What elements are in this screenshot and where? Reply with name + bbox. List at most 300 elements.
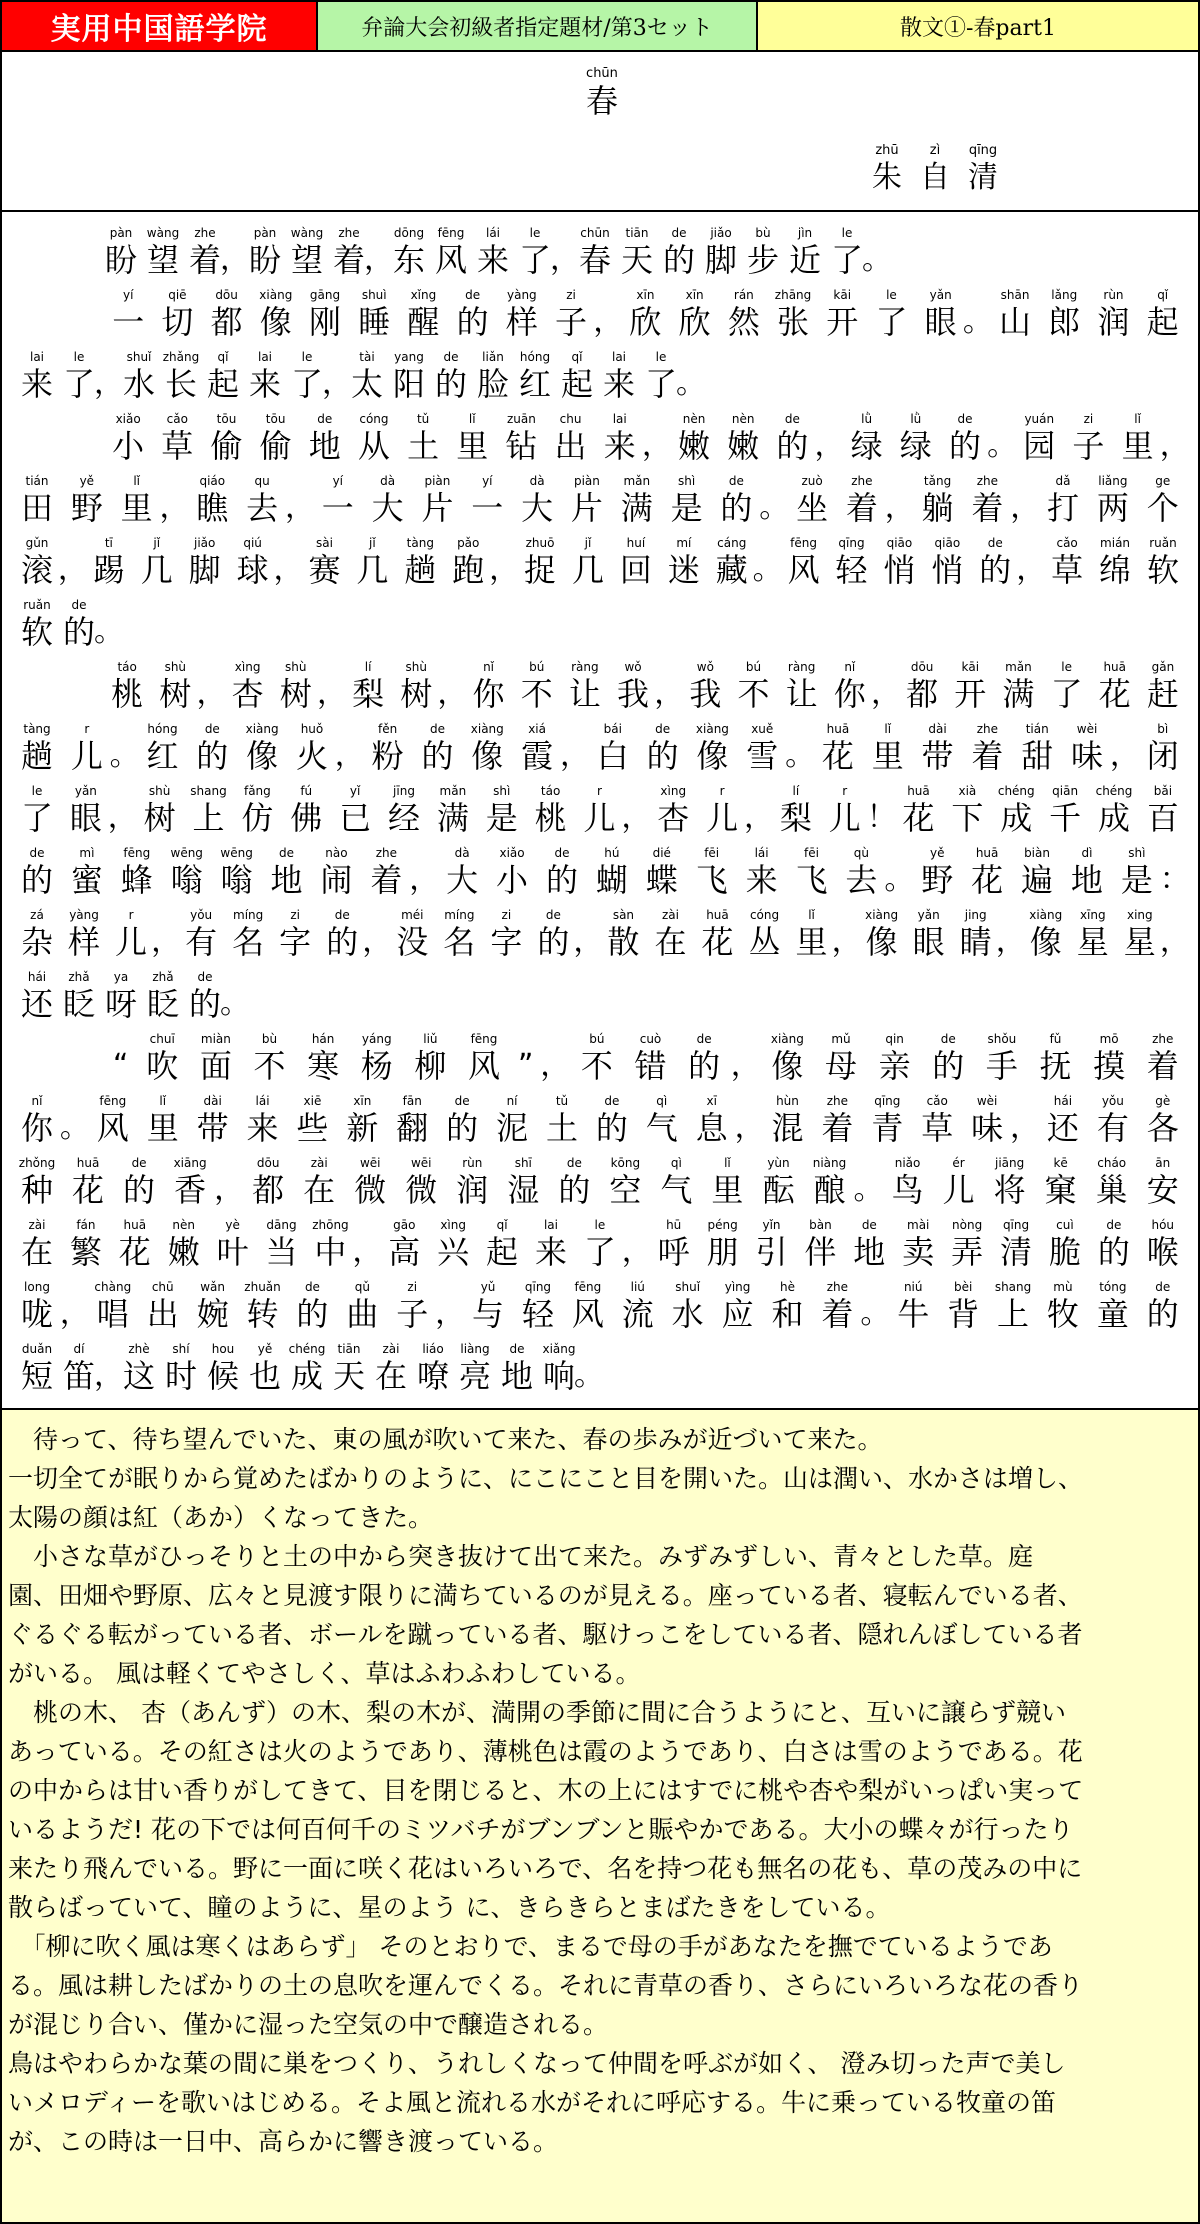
punctuation-mark: ， [654, 676, 685, 711]
pinyin: mì [79, 846, 95, 860]
hanzi-with-pinyin [602, 909, 644, 962]
pinyin: jìn [797, 226, 813, 240]
translation-line: がいる。 風は軽くてやさしく、草はふわふわしている。 [8, 1659, 641, 1688]
hanzi: 的 [1097, 1233, 1130, 1271]
punctuation-mark: ， [540, 1048, 571, 1083]
hanzi: 花 [118, 1233, 151, 1271]
pinyin: qin [885, 1032, 904, 1046]
hanzi-with-pinyin [351, 537, 393, 590]
pinyin: lǜ [861, 412, 873, 426]
pinyin: r [128, 908, 134, 922]
hanzi: 郎 [1048, 303, 1081, 341]
hanzi: 繁 [69, 1233, 102, 1271]
punctuation [734, 1095, 765, 1148]
pinyin: dài [928, 722, 947, 736]
hanzi: 翻 [396, 1109, 429, 1147]
hanzi-with-pinyin [16, 1095, 58, 1148]
hanzi: 里 [711, 1171, 744, 1209]
hanzi: 咙 [20, 1295, 53, 1333]
hanzi-with-pinyin [946, 1219, 988, 1272]
hanzi: 当 [265, 1233, 298, 1271]
pinyin: lai [543, 1218, 558, 1232]
hanzi-with-pinyin [1142, 1281, 1184, 1334]
pinyin: cuì [1056, 1218, 1074, 1232]
hanzi: 着 [1146, 1047, 1179, 1085]
pinyin: nòng [952, 1218, 983, 1232]
hanzi: 兴 [437, 1233, 470, 1271]
hanzi-with-pinyin [550, 413, 592, 466]
hanzi: 跑 [452, 551, 485, 589]
hanzi-with-pinyin [205, 413, 247, 466]
hanzi-with-pinyin [691, 847, 733, 900]
hanzi: 蜂 [120, 861, 153, 899]
hanzi-with-pinyin [212, 1219, 254, 1272]
hanzi: 出 [554, 427, 587, 465]
pinyin: fán [76, 1218, 96, 1232]
pinyin: lai [29, 350, 45, 364]
hanzi: 满 [436, 799, 469, 837]
pinyin: de [131, 1156, 147, 1170]
hanzi: 微 [405, 1171, 438, 1209]
hanzi-with-pinyin [742, 227, 784, 280]
hanzi: 还 [20, 985, 53, 1023]
pinyin: nèn [731, 412, 755, 426]
hanzi-with-pinyin [831, 537, 873, 590]
hanzi: 成 [1000, 799, 1033, 837]
hanzi: 水 [671, 1295, 704, 1333]
hanzi: 的 [662, 241, 695, 279]
hanzi-with-pinyin [791, 475, 833, 528]
punctuation [59, 1281, 90, 1334]
hanzi: 粉 [371, 737, 404, 775]
hanzi-with-pinyin [195, 1033, 237, 1086]
hanzi-with-pinyin [334, 785, 376, 838]
hanzi-with-pinyin [927, 1033, 969, 1086]
hanzi-with-pinyin [370, 1343, 412, 1396]
hanzi: 花 [971, 861, 1004, 899]
hanzi-with-pinyin [206, 289, 248, 342]
hanzi-with-pinyin [744, 909, 786, 962]
punctuation [435, 1281, 466, 1334]
hanzi-with-pinyin [255, 289, 297, 342]
pinyin: zi [566, 288, 576, 302]
hanzi: 来 [602, 365, 635, 403]
pinyin: chu [559, 412, 582, 426]
hanzi: 的 [421, 737, 454, 775]
hanzi-with-pinyin [156, 413, 198, 466]
hanzi-with-pinyin [255, 413, 297, 466]
pinyin: shù [405, 660, 427, 674]
hanzi: 两 [1096, 489, 1129, 527]
pinyin: huā [907, 784, 930, 798]
hanzi-with-pinyin [291, 1281, 333, 1334]
hanzi: 里 [1121, 427, 1154, 465]
hanzi: 的 [188, 985, 221, 1023]
hanzi: 来 [476, 241, 509, 279]
hanzi-with-pinyin [242, 1281, 284, 1334]
pinyin: tī [104, 536, 113, 550]
hanzi-with-pinyin [816, 1095, 858, 1148]
hanzi-with-pinyin [1046, 537, 1088, 590]
hanzi-with-pinyin [592, 723, 634, 776]
pinyin: shang [190, 784, 227, 798]
hanzi-with-pinyin [451, 413, 493, 466]
pinyin: hú [604, 846, 620, 860]
hanzi-with-pinyin [1142, 1219, 1184, 1272]
hanzi: 软 [1146, 551, 1179, 589]
hanzi-with-pinyin [441, 847, 483, 900]
hanzi-with-pinyin [481, 785, 523, 838]
pinyin: huā [1103, 660, 1127, 674]
hanzi-with-pinyin [1142, 785, 1184, 838]
punctuation [196, 661, 227, 714]
pinyin: hái [27, 970, 47, 984]
pinyin: tōu [216, 412, 237, 426]
hanzi: 水 [122, 365, 155, 403]
punctuation-mark: 。 [853, 1172, 884, 1207]
hanzi-with-pinyin [88, 537, 130, 590]
hanzi-with-pinyin [286, 1343, 328, 1396]
hanzi: 杏 [231, 675, 264, 713]
hanzi: 叶 [216, 1233, 249, 1271]
hanzi: 脚 [704, 241, 737, 279]
hanzi: 来 [745, 861, 778, 899]
hanzi-with-pinyin [783, 537, 825, 590]
pinyin: chéng [288, 1342, 326, 1356]
hanzi: 与 [472, 1295, 505, 1333]
pinyin: sàn [612, 908, 635, 922]
pinyin: wàng [146, 226, 180, 240]
hanzi: 眨 [146, 985, 179, 1023]
hanzi: 来 [246, 1109, 279, 1147]
pinyin: xīng [1079, 908, 1106, 922]
pinyin: r [719, 784, 725, 798]
pinyin: dōng [393, 226, 425, 240]
hanzi-with-pinyin [202, 1343, 244, 1396]
hanzi: 土 [407, 427, 440, 465]
hanzi: 了 [62, 365, 95, 403]
hanzi-with-pinyin [451, 1157, 493, 1210]
pinyin: bǎi [1153, 784, 1173, 798]
hanzi-with-pinyin [741, 723, 783, 776]
pinyin: qiú [243, 536, 262, 550]
pinyin: jiǎo [710, 226, 732, 240]
hanzi-with-pinyin [995, 785, 1037, 838]
hanzi-with-pinyin [1035, 1033, 1077, 1086]
translation-line: の中からは甘い香りがしてきて、目を閉じると、木の上にはすでに桃や杏や梨がいっぱい実って [8, 1776, 1084, 1805]
pinyin: ruǎn [1149, 536, 1177, 550]
hanzi-with-pinyin [916, 847, 958, 900]
hanzi-with-pinyin [275, 661, 317, 714]
pinyin: tián [1025, 722, 1049, 736]
hanzi: 呀 [104, 985, 137, 1023]
pinyin: fēng [99, 1094, 127, 1108]
hanzi-with-pinyin [841, 475, 883, 528]
hanzi: 赛 [308, 551, 341, 589]
punctuation-mark: 。 [94, 614, 124, 649]
pinyin: qīng [838, 536, 865, 550]
hanzi: 迷 [667, 551, 700, 589]
translation-line: 桃の木、 杏（あんず）の木、梨の木が、満開の季節に間に合うようにと、互いに譲らず競い [8, 1698, 1066, 1727]
pinyin: yí [332, 474, 344, 488]
hanzi: 抚 [1039, 1047, 1072, 1085]
punctuation [1159, 847, 1190, 900]
pinyin: shù [285, 660, 307, 674]
essay-title [2, 62, 1200, 121]
hanzi: 眼 [912, 923, 945, 961]
hanzi: 盼 [104, 241, 137, 279]
pinyin: tōu [265, 412, 286, 426]
hanzi: 儿 [115, 923, 148, 961]
punctuation-mark: ， [995, 924, 1026, 959]
hanzi-with-pinyin [829, 661, 871, 714]
hanzi: 踢 [92, 551, 125, 589]
pinyin: qiān [1052, 784, 1079, 798]
hanzi: 软 [20, 613, 53, 651]
punctuation [550, 227, 580, 280]
hanzi: 里 [871, 737, 904, 775]
hanzi: 趟 [20, 737, 53, 775]
pinyin: lǐ [133, 474, 140, 488]
translation-line: 一切全てが眠りから覚めたばかりのように、にこにこと目を開いた。山は潤い、水かさは増し、 [8, 1464, 1084, 1493]
pinyin: xià [958, 784, 977, 798]
hanzi: 混 [771, 1109, 804, 1147]
pinyin: wēng [220, 846, 253, 860]
hanzi-with-pinyin [616, 475, 658, 528]
pinyin: bái [603, 722, 622, 736]
pinyin: chū [151, 1280, 174, 1294]
hanzi-with-pinyin [1094, 661, 1136, 714]
pinyin: miàn [200, 1032, 231, 1046]
hanzi-with-pinyin [541, 1095, 583, 1148]
punctuation-mark: ， [1010, 1110, 1041, 1145]
pinyin: dà [454, 846, 470, 860]
hanzi-with-pinyin [106, 661, 148, 714]
pinyin: de [784, 412, 800, 426]
pinyin: xiǎng [542, 1342, 576, 1356]
pinyin: xiàng [259, 288, 293, 302]
pinyin: de [29, 846, 45, 860]
pinyin: zhǎ [68, 970, 90, 984]
punctuation-mark: ， [159, 490, 190, 525]
hanzi-with-pinyin [981, 1033, 1023, 1086]
punctuation-mark: ， [593, 304, 624, 339]
hanzi: 转 [246, 1295, 279, 1333]
hanzi-with-pinyin [820, 1033, 862, 1086]
pinyin: nèn [172, 1218, 196, 1232]
pinyin: shang [994, 1280, 1032, 1294]
pinyin: de [429, 722, 445, 736]
hanzi: 让 [568, 675, 601, 713]
hanzi-with-pinyin [757, 1157, 799, 1210]
pinyin: xiàng [1029, 908, 1063, 922]
punctuation [987, 413, 1018, 466]
hanzi: 亲 [878, 1047, 911, 1085]
hanzi: 青 [871, 1109, 904, 1147]
hanzi: 是 [670, 489, 703, 527]
hanzi: 树 [279, 675, 312, 713]
hanzi-with-pinyin [249, 1033, 291, 1086]
pinyin: shì [1128, 846, 1146, 860]
punctuation [1159, 909, 1190, 962]
hanzi: 都 [210, 303, 243, 341]
hanzi-with-pinyin [1072, 909, 1114, 962]
pinyin: fěn [378, 722, 398, 736]
hanzi-with-pinyin [944, 413, 986, 466]
hanzi: 高 [388, 1233, 421, 1271]
hanzi-with-pinyin [66, 847, 108, 900]
hanzi-with-pinyin [191, 723, 233, 776]
punctuation-mark: ， [1159, 428, 1190, 463]
pinyin: zhǎ [152, 970, 174, 984]
pinyin: wǒ [624, 660, 642, 674]
pinyin: xìng [234, 660, 261, 674]
pinyin: dōu [910, 660, 934, 674]
pinyin: wēi [410, 1156, 432, 1170]
hanzi: 卖 [902, 1233, 935, 1271]
punctuation-mark: 。 [785, 738, 816, 773]
hanzi: 新 [346, 1109, 379, 1147]
hanzi-with-pinyin [784, 227, 826, 280]
hanzi-with-pinyin [432, 1219, 474, 1272]
punctuation [220, 227, 250, 280]
hanzi: 像 [865, 923, 898, 961]
hanzi: 柳 [414, 1047, 447, 1085]
pinyin: dài [203, 1094, 222, 1108]
pinyin: de [454, 1094, 470, 1108]
punctuation-mark: ， [220, 242, 250, 277]
pinyin: hou [211, 1342, 235, 1356]
punctuation [57, 537, 88, 590]
punctuation-mark: ， [151, 924, 182, 959]
pinyin: fēng [470, 1032, 498, 1046]
hanzi: 眨 [62, 985, 95, 1023]
hanzi-with-pinyin [767, 1095, 809, 1148]
punctuation-mark: ， [884, 490, 915, 525]
pinyin: tǎng [923, 474, 952, 488]
punctuation [853, 1157, 884, 1210]
punctuation [94, 599, 124, 652]
hanzi-with-pinyin [491, 847, 533, 900]
pinyin: yàng [69, 908, 99, 922]
pinyin: cóng [359, 412, 389, 426]
hanzi: 梨 [779, 799, 812, 837]
hanzi: 窠 [1044, 1171, 1077, 1209]
hanzi-with-pinyin [463, 1033, 505, 1086]
hanzi: 牧 [1046, 1295, 1079, 1333]
hanzi-with-pinyin [466, 723, 508, 776]
pinyin: fēng [574, 1280, 602, 1294]
hanzi: 太 [350, 365, 383, 403]
hanzi-with-pinyin [304, 289, 346, 342]
hanzi: 花 [1098, 675, 1131, 713]
course-title: 弁論大会初級者指定題材/第3セット [318, 0, 758, 52]
hanzi-with-pinyin [1142, 475, 1184, 528]
hanzi: 的 [595, 1109, 628, 1147]
hanzi-with-pinyin [550, 289, 592, 342]
hanzi: 遍 [1021, 861, 1054, 899]
hanzi-with-pinyin [1117, 413, 1159, 466]
hanzi: 一 [471, 489, 504, 527]
hanzi: 风 [571, 1295, 604, 1333]
hanzi-with-pinyin [809, 1157, 851, 1210]
pinyin: de [317, 412, 333, 426]
pinyin: le [594, 1218, 606, 1232]
hanzi: 了 [518, 241, 551, 279]
hanzi: 睛 [959, 923, 992, 961]
hanzi-with-pinyin [846, 413, 888, 466]
pinyin: shí [172, 1342, 190, 1356]
pinyin: dà [529, 474, 545, 488]
hanzi: 地 [270, 861, 303, 899]
punctuation-mark: ， [621, 800, 652, 835]
punctuation [364, 227, 394, 280]
pinyin: zài [28, 1218, 46, 1232]
hanzi-with-pinyin [567, 1281, 609, 1334]
chinese-text-line [16, 1334, 1184, 1396]
punctuation-mark: ， [57, 552, 88, 587]
hanzi: 在 [374, 1357, 407, 1395]
hanzi-with-pinyin [1016, 847, 1058, 900]
pinyin: nào [325, 846, 348, 860]
hanzi: 儿 [706, 799, 739, 837]
pinyin: de [655, 722, 671, 736]
hanzi: 曲 [346, 1295, 379, 1333]
author-char: 朱 [872, 160, 902, 195]
hanzi: 绿 [899, 427, 932, 465]
hanzi: 杏 [657, 799, 690, 837]
hanzi-with-pinyin [402, 289, 444, 342]
pinyin: chūn [580, 226, 610, 240]
hanzi-with-pinyin [861, 909, 903, 962]
pinyin: mǎn [439, 784, 467, 798]
hanzi-with-pinyin [241, 723, 283, 776]
hanzi-with-pinyin [824, 785, 866, 838]
translation-line: 園、田畑や野原、広々と見渡す限りに満ちているのが見える。座っている者、寝転んでいる者、 [8, 1581, 1083, 1610]
pinyin: cóng [749, 908, 780, 922]
hanzi-with-pinyin [1046, 661, 1088, 714]
hanzi-with-pinyin [317, 475, 359, 528]
hanzi: 山 [999, 303, 1032, 341]
punctuation [831, 909, 862, 962]
pinyin: xiàng [470, 722, 504, 736]
pinyin: zuān [506, 412, 536, 426]
hanzi-with-pinyin [430, 351, 472, 404]
hanzi-with-pinyin [399, 537, 441, 590]
hanzi: 湿 [507, 1171, 540, 1209]
hanzi: 种 [20, 1171, 53, 1209]
hanzi-with-pinyin [992, 1281, 1034, 1334]
hanzi: 应 [721, 1295, 754, 1333]
pinyin: de [604, 1094, 620, 1108]
hanzi-with-pinyin [715, 475, 757, 528]
hanzi: 和 [771, 1295, 804, 1333]
hanzi: 面 [199, 1047, 232, 1085]
punctuation-mark: ， [870, 676, 901, 711]
hanzi-with-pinyin [974, 537, 1016, 590]
pinyin: mù [1053, 1280, 1073, 1294]
pinyin: bú [589, 1032, 605, 1046]
pinyin: yǔ [480, 1280, 496, 1294]
hanzi-with-pinyin [519, 537, 561, 590]
pinyin: lǐ [808, 908, 815, 922]
hanzi: 步 [746, 241, 779, 279]
hanzi-with-pinyin [353, 289, 395, 342]
hanzi: 了 [830, 241, 863, 279]
hanzi-with-pinyin [92, 1095, 134, 1148]
pinyin: de [728, 474, 744, 488]
hanzi-with-pinyin [989, 1157, 1031, 1210]
